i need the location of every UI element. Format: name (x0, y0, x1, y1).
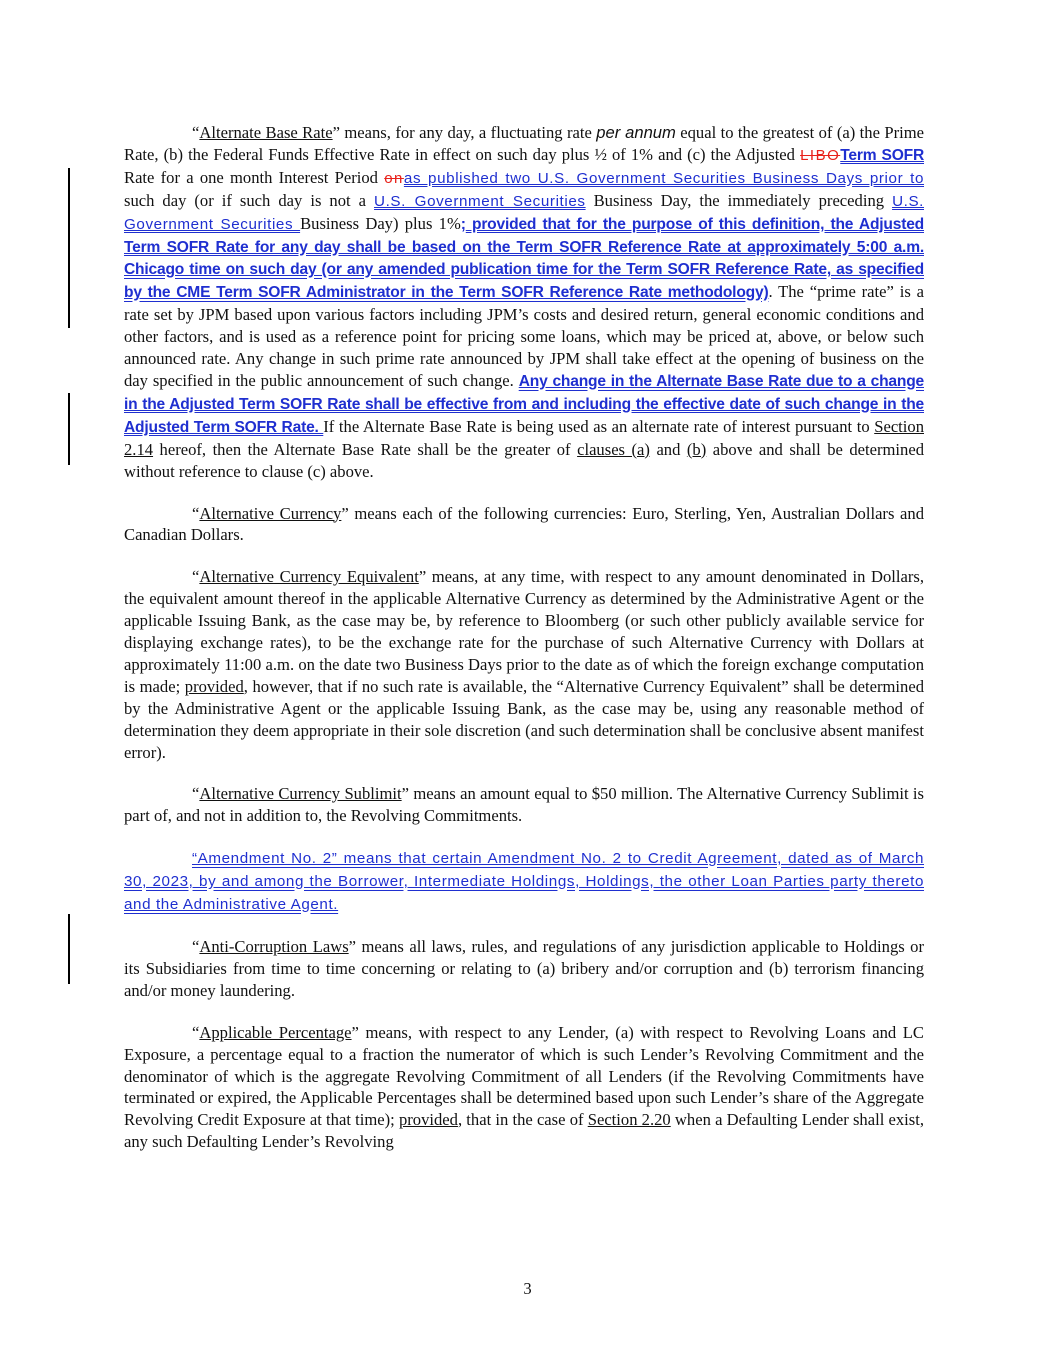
definition-amendment-no-2 (124, 847, 924, 916)
quote-mark: “ (192, 503, 200, 523)
inserted-text: provided that for the purpose of this definition, the Adjusted Term SOFR Rate for any day shall be based on the Term SOFR Reference Rate at approximately 5:00 a.m. Chicago time on such day (or any amended publication time for the Term SOFR Reference Rate, as specified by the CME Term SOFR Administrator in the Term SOFR Reference Rate methodology) (124, 215, 924, 302)
defined-term: Alternative Currency Equivalent (199, 567, 419, 587)
document-body (124, 122, 924, 1173)
definition-alternative-currency (124, 503, 924, 547)
quote-mark: “ (192, 1022, 200, 1042)
body-text: ” means, with respect to any Lender, (a) with respect to Revolving Loans and LC Exposure, a percentage equal to a fraction the numerator of which is such Lender’s Revolving Commitment and the denominator of which is the aggregate Revolving Commitment of all Lenders (if the Revolving Commitments have terminated or expired, the Applicable Percentages shall be determined based upon such Lender’s share of the Aggregate Revolving Credit Exposure at that time); (124, 1022, 924, 1130)
deleted-text: on (384, 169, 404, 187)
section-reference: Section 2.20 (587, 1110, 671, 1130)
quote-mark: “ (192, 123, 200, 142)
body-text: such day (or if such day is not a (124, 190, 375, 210)
body-text: when a Defaulting Lender shall exist, any such Defaulting Lender’s Revolving (124, 1110, 924, 1152)
definition-anti-corruption-laws (124, 936, 924, 1002)
defined-term: Anti-Corruption Laws (199, 937, 349, 956)
body-text: Business Day, the immediately preceding (585, 190, 893, 210)
defined-term: Applicable Percentage (199, 1022, 352, 1042)
definition-alternative-currency-equivalent (124, 566, 924, 763)
provided-term: provided (184, 676, 244, 696)
definition-alternative-currency-sublimit (124, 783, 924, 827)
body-text: . The “prime rate” is a rate set by JPM based upon various factors including JPM’s costs and desired return, general economic conditions and other factors, and is used as a reference point for pricing some loans, which may be priced at, above, or below such announced rate. Any change in such prime rate announced by JPM shall take effect at the opening of business on the day specified in the public announcement of such change. (124, 282, 924, 390)
inserted-text: ; (460, 215, 466, 233)
body-text: ” means each of the following currencies: Euro, Sterling, Yen, Australian Dollars and Canadian Dollars. (124, 503, 924, 545)
page-number: 3 (523, 1279, 532, 1298)
inserted-text: Any change in the Alternate Base Rate due to a change in the Adjusted Term SOFR Rate shall be effective from and including the effective date of such change in the Adjusted Term SOFR Rate. (124, 372, 924, 436)
quote-mark: “ (192, 567, 200, 587)
defined-term: Alternative Currency Sublimit (199, 784, 402, 804)
defined-term: Alternate Base Rate (199, 123, 333, 142)
body-text: equal to the greatest of (a) the Prime Rate, (b) the Federal Funds Effective Rate in effect on such day plus ½ of 1% and (c) the Adjusted (124, 123, 924, 164)
body-text: , that in the case of (457, 1110, 588, 1130)
provided-term: provided (398, 1110, 458, 1130)
change-bar-2 (68, 393, 70, 465)
italic-term: per annum (596, 123, 676, 142)
body-text: Rate for a one month Interest Period (124, 167, 385, 187)
defined-term: Alternative Currency (199, 503, 342, 523)
body-text: ” means, for any day, a fluctuating rate (332, 123, 597, 142)
body-text: hereof, then the Alternate Base Rate shall be the greater of (153, 439, 578, 459)
inserted-text: “Amendment No. 2” means that certain Amendment No. 2 to Credit Agreement, dated as of March 30, 2023, by and among the Borrower, Intermediate Holdings, Holdings, the other Loan Parties party thereto and the Administrative Agent. (124, 850, 924, 914)
inserted-text: U.S. Government Securities (124, 192, 924, 233)
body-text: , however, that if no such rate is available, the “Alternative Currency Equivalent” shall be determined by the Administrative Agent or the applicable Issuing Bank, as the case may be, using any reasonable method of determination they deem appropriate in their sole discretion (and such determination shall be conclusive absent manifest error). (124, 676, 924, 762)
body-text: If the Alternate Base Rate is being used as an alternate rate of interest pursuant to (323, 416, 875, 436)
body-text: ” means an amount equal to $50 million. The Alternative Currency Sublimit is part of, and not in addition to, the Revolving Commitments. (124, 784, 924, 826)
section-reference: Section 2.14 (124, 416, 924, 459)
definition-alternate-base-rate (124, 122, 924, 483)
body-text: ” means all laws, rules, and regulations of any jurisdiction applicable to Holdings or its Subsidiaries from time to time concerning or relating to (a) bribery and/or corruption and (b) terrorism financing and/or money laundering. (124, 937, 924, 1000)
change-bar-1 (68, 168, 70, 328)
body-text: Business Day) plus 1% (300, 213, 461, 233)
clause-reference: clauses (a) (577, 439, 650, 459)
change-bar-3 (68, 914, 70, 984)
inserted-text: U.S. Government Securities (374, 192, 586, 210)
inserted-text: Term SOFR (840, 146, 925, 164)
body-text: above and shall be determined without reference to clause (c) above. (124, 439, 925, 481)
quote-mark: “ (192, 937, 200, 956)
clause-reference: (b) (686, 439, 707, 459)
quote-mark: “ (192, 784, 200, 804)
body-text: and (649, 439, 687, 459)
body-text: ” means, at any time, with respect to any amount denominated in Dollars, the equivalent amount thereof in the applicable Alternative Currency as determined by the Administrative Agent or the applicable Issuing Bank, as the case may be, by reference to Bloomberg (or such other publicly available service for displaying exchange rates), to be the exchange rate for the purchase of such Alternative Currency with Dollars at approximately 11:00 a.m. on the date two Business Days prior to the date as of which the foreign exchange computation is made; (124, 567, 924, 696)
deleted-text: LIBO (800, 146, 841, 164)
definition-applicable-percentage (124, 1022, 924, 1153)
inserted-text: as published two U.S. Government Securities Business Days prior to (403, 169, 925, 187)
